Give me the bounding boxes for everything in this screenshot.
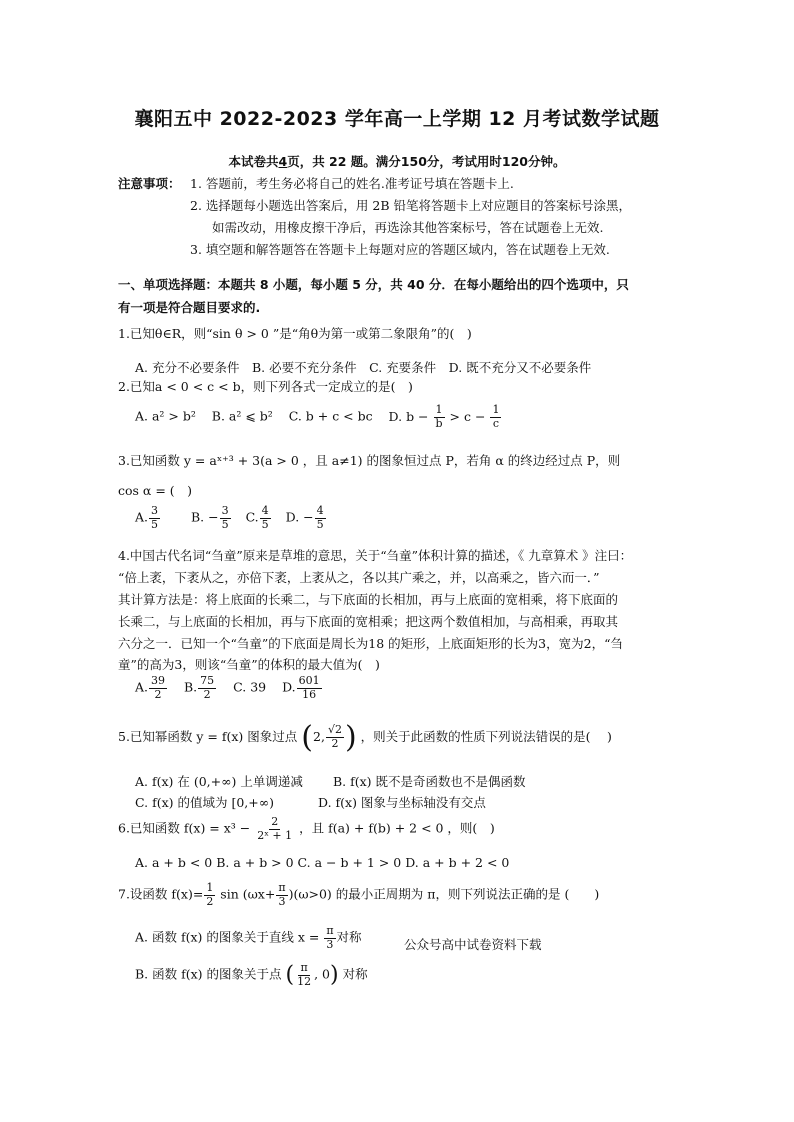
q7-b-pre: B. 函数 f(x) 的图象关于点 (135, 966, 282, 982)
q3-b-label: B. − (190, 509, 219, 525)
exam-intro (0, 152, 794, 170)
q3-a-frac (149, 505, 160, 531)
q2-frac1-den: b (435, 416, 443, 430)
question-2: 2.已知a < 0 < c < b，则下列各式一定成立的是( ) (118, 379, 413, 394)
note-2a: 2. 选择题每小题选出答案后，用 2B 铅笔将答题卡上对应题目的答案标号涂黑， (190, 198, 631, 213)
q7-a-den: 3 (326, 937, 334, 951)
q3-d-frac (315, 505, 326, 531)
q5-post: ，则关于此函数的性质下列说法错误的是( ) (360, 729, 612, 744)
q2-d-mid: > c − (449, 408, 486, 424)
question-6 (118, 816, 495, 842)
question-3: 3.已知函数 y = aˣ⁺³ + 3(a > 0 ，且 a≠1) 的图象恒过点 P，若角 α 的终边经过点 P，则 (118, 453, 621, 468)
q6-frac-num: 2 (271, 815, 279, 828)
q2-d-frac-1 (434, 404, 445, 430)
q7-post: )(ω>0) 的最小正周期为 π，则下列说法正确的是 ( ) (288, 886, 600, 902)
question-4-line6: 童”的高为3，则该“刍童”的体积的最大值为( ) (118, 657, 380, 672)
q3-a-den: 5 (151, 517, 159, 531)
q3-d-num: 4 (316, 504, 324, 517)
q3-c-num: 4 (261, 504, 269, 517)
q3-c-label: C. (245, 509, 259, 525)
q7-a-pre: A. 函数 f(x) 的图象关于直线 x = (135, 929, 320, 945)
question-4-line4: 长乘二，与上底面的长相加，再与下底面的宽相乘；把这两个数值相加，与高相乘，再取其 (118, 614, 619, 629)
q2-option-a: A. a² > b² (135, 408, 196, 424)
q2-d-pre: D. b − (388, 408, 429, 424)
q7-b-post: , 0 (314, 966, 330, 982)
note-3: 3. 填空题和解答题答在答题卡上每题对应的答题区域内，答在试题卷上无效. (190, 242, 610, 257)
notes-label: 注意事项： (118, 176, 181, 191)
question-6-options: A. a + b < 0 B. a + b > 0 C. a − b + 1 > 0 D. a + b + 2 < 0 (135, 855, 510, 870)
q4-a-num: 39 (151, 674, 166, 687)
q4-a-frac (149, 675, 167, 701)
q7-half-frac (204, 882, 215, 908)
q5-option-a: A. f(x) 在 (0,+∞) 上单调递减 (135, 774, 303, 789)
q2-frac1-num: 1 (435, 403, 443, 416)
question-7 (118, 882, 599, 908)
question-5 (118, 720, 612, 755)
q2-option-d (388, 403, 503, 430)
question-1-options: A. 充分不必要条件 B. 必要不充分条件 C. 充要条件 D. 既不充分又不必要条件 (135, 360, 592, 375)
question-4-line2: “倍上袤，下袤从之，亦倍下袤，上袤从之，各以其广乘之，并，以高乘之，皆六而一．” (118, 570, 600, 585)
q2-frac2-den: c (492, 416, 500, 430)
q7-half-num: 1 (206, 881, 214, 894)
q5-pre: 5.已知幂函数 y = f(x) 图象过点 (118, 729, 298, 744)
q7-b-den: 12 (297, 974, 312, 988)
intro-part1: 本试卷共 (228, 154, 279, 169)
q3-a-label: A. (135, 509, 149, 525)
q7-half-den: 2 (206, 894, 214, 908)
q2-option-b: B. a² ⩽ b² (211, 408, 273, 424)
question-4-line1: 4.中国古代名词“刍童”原来是草堆的意思，关于“刍童”体积计算的描述，《 九章算术 》注曰： (118, 548, 633, 563)
q2-d-frac-2 (490, 404, 501, 430)
q5-pt-frac (326, 724, 344, 750)
intro-part2: 页，共 22 题。满分150分，考试用时120分钟。 (287, 154, 566, 169)
q4-b-label: B. (183, 679, 198, 695)
q3-b-frac (220, 505, 231, 531)
q3-c-frac (260, 505, 271, 531)
q7-b-num: π (300, 961, 308, 974)
q7-b-tail: 对称 (342, 966, 368, 982)
q3-a-num: 3 (151, 504, 159, 517)
question-4-line3: 其计算方法是：将上底面的长乘二，与下底面的长相加，再与上底面的宽相乘，将下底面的 (118, 592, 619, 607)
q4-d-den: 16 (302, 687, 317, 701)
q3-b-num: 3 (221, 504, 229, 517)
q4-b-num: 75 (200, 674, 215, 687)
q7-b-rparen: ) (330, 962, 339, 988)
q5-option-c: C. f(x) 的值域为 [0,+∞) (135, 795, 275, 810)
q4-d-label: D. (282, 679, 296, 695)
question-4-line5: 六分之一．已知一个“刍童”的下底面是周长为18 的矩形，上底面矩形的长为3，宽为2，“刍 (118, 636, 623, 651)
q4-d-frac (297, 675, 322, 701)
q5-option-b: B. f(x) 既不是奇函数也不是偶函数 (333, 774, 526, 789)
q7-pi-frac (276, 882, 287, 908)
q4-b-den: 2 (203, 687, 211, 701)
q4-a-label: A. (135, 679, 149, 695)
section1-line2: 有一项是符合题目要求的. (118, 300, 261, 315)
q5-option-d: D. f(x) 图象与坐标轴没有交点 (318, 795, 486, 810)
q4-b-frac (198, 675, 216, 701)
q7-a-frac (324, 925, 335, 951)
q3-d-label: D. − (285, 509, 314, 525)
q7-option-b (135, 962, 368, 988)
q7-b-lparen: ( (285, 962, 295, 988)
question-4-options (135, 675, 323, 701)
note-2b: 如需改动，用橡皮擦干净后，再选涂其他答案标号，答在试题卷上无效. (212, 220, 604, 235)
page-title: 襄阳五中 2022-2023 学年高一上学期 12 月考试数学试题 (134, 108, 660, 130)
q6-post: ，且 f(a) + f(b) + 2 < 0 ，则( ) (299, 820, 495, 836)
question-1: 1.已知θ∈R，则“sin θ > 0 ”是“角θ为第一或第二象限角”的( ) (118, 326, 472, 341)
q7-b-frac (295, 962, 313, 988)
question-2-options (135, 404, 502, 430)
note-1: 1. 答题前，考生务必将自己的姓名.准考证号填在答题卡上. (190, 176, 514, 191)
watermark-text: 公众号高中试卷资料下载 (404, 937, 542, 952)
q3-b-den: 5 (221, 517, 229, 531)
q4-d-num: 601 (298, 674, 320, 687)
q5-pt-num: √2 (327, 723, 342, 737)
q7-option-a (135, 925, 362, 951)
q7-a-num: π (326, 924, 334, 937)
q5-rparen: ) (344, 720, 357, 755)
q6-pre: 6.已知函数 f(x) = x³ − (118, 820, 251, 836)
q2-option-c: C. b + c < bc (288, 408, 373, 424)
question-3-options (135, 505, 327, 531)
q4-a-den: 2 (154, 687, 162, 701)
q6-frac (255, 816, 294, 842)
question-3-cont: cos α = ( ) (118, 483, 193, 498)
q5-pt-den: 2 (331, 737, 339, 750)
q3-c-den: 5 (261, 517, 269, 531)
q7-pi-num: π (278, 881, 286, 894)
q5-pt-a: 2, (313, 729, 325, 744)
q5-lparen: ( (301, 720, 313, 755)
q7-pi-den: 3 (278, 894, 286, 908)
q7-a-post: 对称 (336, 929, 362, 945)
q3-d-den: 5 (316, 517, 324, 531)
intro-pages: 4 (278, 154, 288, 169)
q7-mid: sin (ωx+ (220, 886, 276, 902)
q6-frac-den: 2ˣ + 1 (257, 828, 293, 842)
q4-c: C. 39 (233, 679, 267, 695)
q7-pre: 7.设函数 f(x)= (118, 886, 204, 902)
section1-line1: 一、单项选择题：本题共 8 小题，每小题 5 分，共 40 分．在每小题给出的四个选项中，只 (118, 277, 629, 292)
q2-frac2-num: 1 (492, 403, 500, 416)
